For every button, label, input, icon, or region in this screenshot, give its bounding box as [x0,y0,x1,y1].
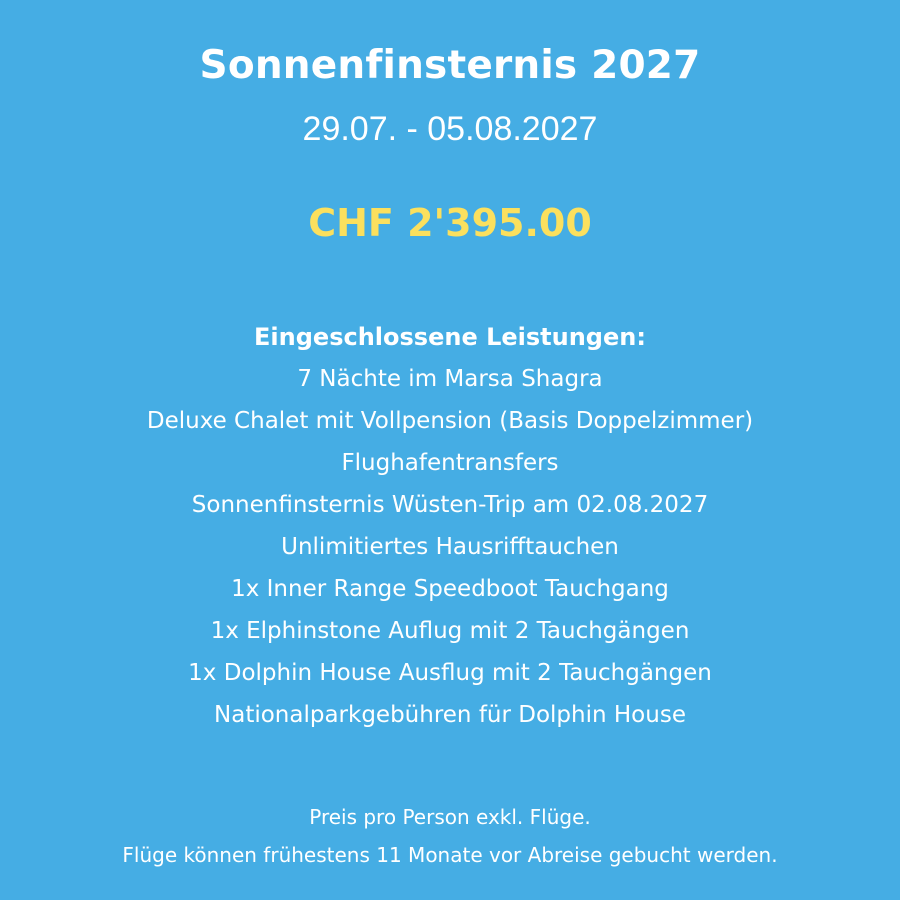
service-item: 1x Inner Range Speedboot Tauchgang [231,576,669,602]
travel-dates: 29.07. - 05.08.2027 [302,110,598,148]
service-item: Unlimitiertes Hausrifftauchen [281,534,619,560]
service-item: Flughafentransfers [341,450,559,476]
service-item: 7 Nächte im Marsa Shagra [297,366,603,392]
flight-booking-note: Flüge können frühestens 11 Monate vor Abreise gebucht werden. [122,843,778,867]
price-note-line: Preis pro Person exkl. Flüge. [309,805,591,829]
offer-price: CHF 2'395.00 [308,201,592,245]
service-item: 1x Dolphin House Ausflug mit 2 Tauchgängen [188,660,712,686]
service-item: Deluxe Chalet mit Vollpension (Basis Doppelzimmer) [146,408,754,434]
service-item: Nationalparkgebühren für Dolphin House [214,702,686,728]
service-item: Sonnenfinsternis Wüsten-Trip am 02.08.2027 [191,492,709,518]
included-services-list [0,358,900,736]
included-services-heading: Eingeschlossene Leistungen: [254,323,646,351]
service-item: 1x Elphinstone Auflug mit 2 Tauchgängen [210,618,690,644]
offer-title: Sonnenfinsternis 2027 [199,43,701,88]
price-note [0,798,900,874]
included-services [0,316,900,736]
